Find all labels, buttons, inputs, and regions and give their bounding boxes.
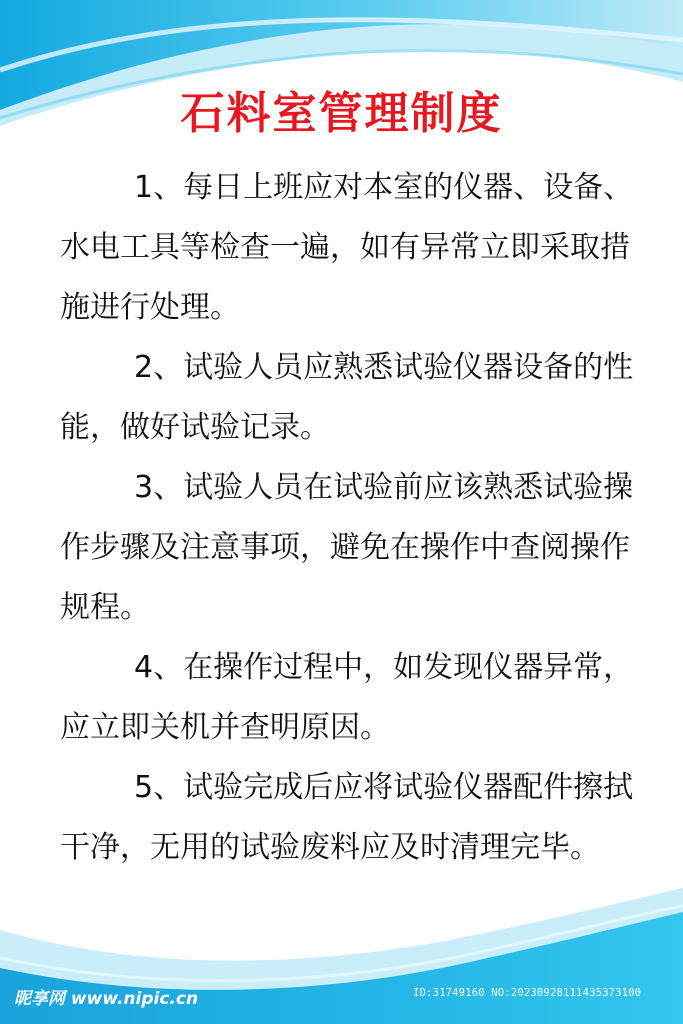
watermark-id: ID:31749160 NO:20230928111435373100: [413, 987, 642, 999]
rule-item-5: 5、试验完成后应将试验仪器配件擦拭干净，无用的试验废料应及时清理完毕。: [60, 770, 634, 865]
rule-item-3: 3、试验人员在试验前应该熟悉试验操作步骤及注意事项，避免在操作中查阅操作规程。: [60, 470, 634, 625]
rule-item-2: 2、试验人员应熟悉试验仪器设备的性能，做好试验记录。: [60, 350, 634, 445]
watermark-site: 昵享网 www.nipic.cn: [14, 989, 199, 1009]
rule-item-1: 1、每日上班应对本室的仪器、设备、水电工具等检查一遍，如有异常立即采取措施进行处理。: [60, 170, 634, 325]
rule-item-4: 4、在操作过程中，如发现仪器异常，应立即关机并查明原因。: [60, 650, 634, 745]
rules-body: [60, 158, 640, 878]
page-title: 石料室管理制度: [180, 88, 503, 139]
